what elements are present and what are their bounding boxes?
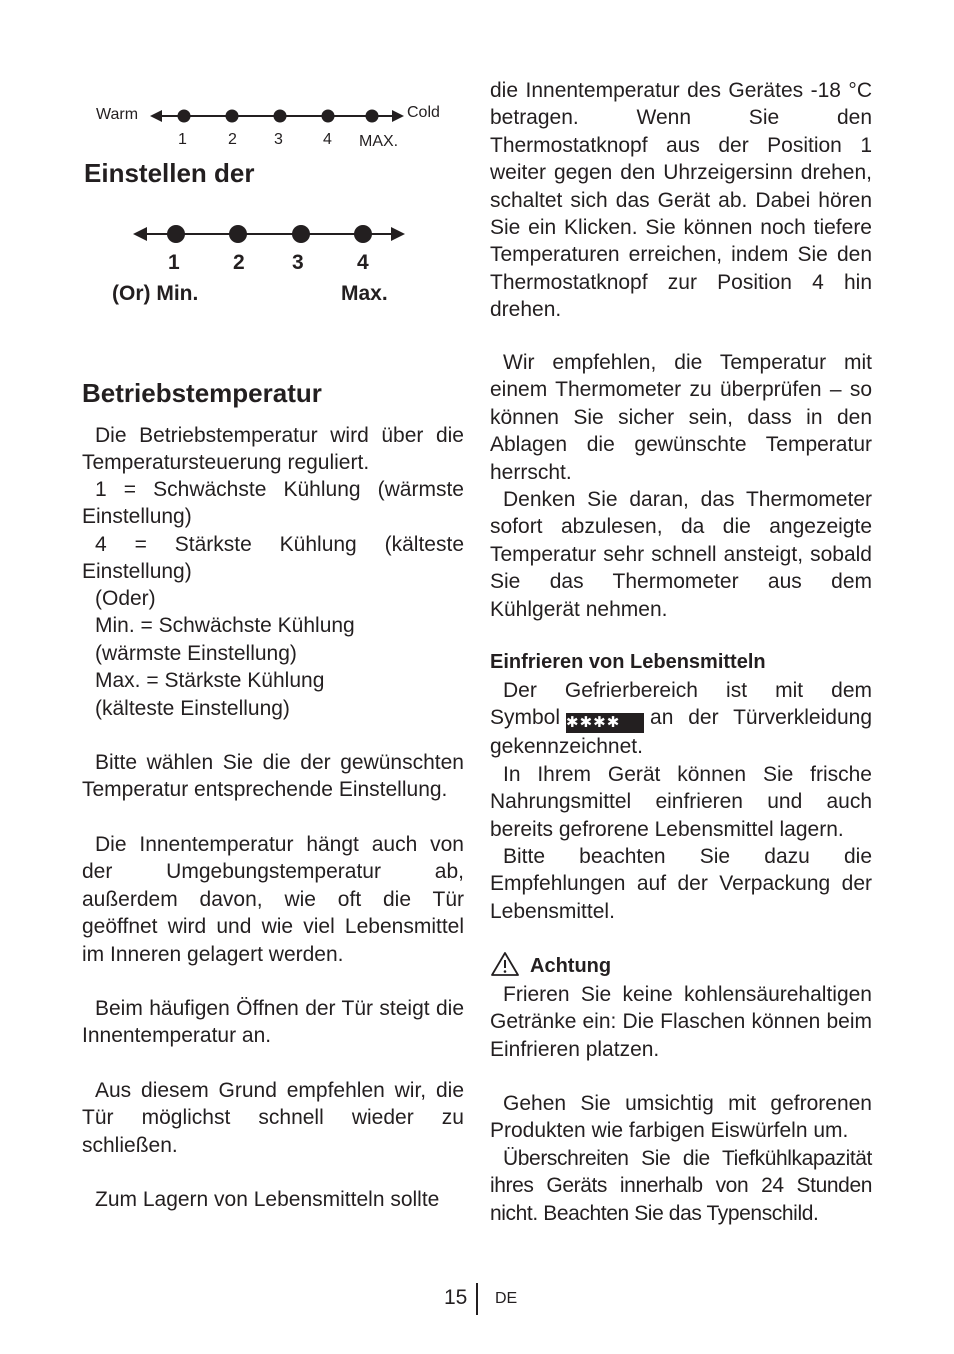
large-scale-line (133, 224, 405, 244)
small-scale-label-2: 2 (228, 131, 237, 148)
line-freezer-area: Der Gefrierbereich ist mit dem (503, 679, 872, 702)
line-min-note: (wärmste Einstellung) (95, 641, 297, 665)
line-max-note: (kälteste Einstellung) (95, 696, 290, 720)
paragraph-capacity: Überschreiten Sie die Tiefkühlkapazität ihres Geräts innerhalb von 24 Stunden nicht. Beachten Sie das Typenschild. (490, 1147, 872, 1225)
heading-einfrieren: Einfrieren von Lebensmitteln (490, 651, 766, 673)
paragraph-packaging: Bitte beachten Sie dazu die Empfehlungen auf der Verpackung der Lebensmittel. (490, 845, 872, 923)
small-scale-label-4: 4 (323, 131, 332, 148)
line-max: Max. = Stärkste Kühlung (95, 669, 325, 693)
heading-einstellen: Einstellen der (84, 158, 255, 188)
symbol-prefix: Symbol (490, 706, 561, 730)
paragraph-carbonated: Frieren Sie keine kohlensäurehaltigen Getränke ein: Die Flaschen können beim Einfrieren platzen. (490, 983, 872, 1061)
line-min: Min. = Schwächste Kühlung (95, 614, 355, 638)
paragraph-setting-1: 1 = Schwächste Kühlung (wärmste Einstellung) (82, 478, 464, 529)
large-scale-label-1: 1 (168, 251, 180, 274)
paragraph-freezer-symbol (490, 677, 872, 761)
large-scale-label-2: 2 (233, 251, 245, 274)
heading-achtung: Achtung (530, 955, 612, 977)
page-number: 15 (444, 1286, 468, 1309)
paragraph-inner-temperature: Die Innentemperatur hängt auch von der Umgebungstemperatur ab, außerdem davon, wie oft die Tür geöffnet wird und wie viel Lebensmittel im Inneren gelagert werden. (82, 833, 464, 966)
paragraph-choose-setting: Bitte wählen Sie die der gewünschten Temperatur entsprechende Einstellung. (82, 751, 464, 802)
line-oder: (Oder) (95, 587, 156, 610)
heading-betriebstemperatur: Betriebstemperatur (82, 378, 322, 408)
paragraph-ice-cubes: Gehen Sie umsichtig mit gefrorenen Produkten wie farbigen Eiswürfeln um. (490, 1092, 872, 1143)
warm-label: Warm (96, 106, 139, 123)
max-label: Max. (341, 282, 388, 305)
paragraph-read-thermometer: Denken Sie daran, das Thermometer sofort abzulesen, da die angezeigte Temperatur sehr schnell ansteigt, sobald Sie das Thermometer aus dem Kühlgerät nehmen. (490, 488, 872, 621)
symbol-suffix: an der Türverkleidung (650, 706, 872, 730)
paragraph-storage: Zum Lagern von Lebensmitteln sollte (95, 1188, 440, 1211)
line-marked: gekennzeichnet. (490, 735, 643, 759)
large-scale-label-4: 4 (357, 251, 369, 274)
paragraph-thermostat: die Innentemperatur des Gerätes -18 °C betragen. Wenn Sie den Thermostatknopf aus der Position 1 weiter gegen den Uhrzeigersinn drehen, schaltet sich das Gerät ab. Dabei hören Sie ein Klicken. Sie können noch tiefere Temperaturen erreichen, indem Sie den Thermostatknopf zur Position 4 hin drehen. (490, 79, 872, 322)
paragraph-min-max (95, 585, 464, 722)
footer-divider (476, 1283, 478, 1315)
small-scale-line (150, 107, 404, 125)
freezer-star-icon: ✱✱✱✱ (566, 713, 644, 733)
large-scale-label-3: 3 (292, 251, 304, 274)
min-label: (Or) Min. (112, 282, 199, 305)
paragraph-close-door: Aus diesem Grund empfehlen wir, die Tür möglichst schnell wieder zu schließen. (82, 1079, 464, 1157)
paragraph-freeze-fresh: In Ihrem Gerät können Sie frische Nahrungsmittel einfrieren und auch bereits gefrorene Lebensmittel lagern. (490, 763, 872, 841)
small-scale-label-max: MAX. (359, 133, 399, 150)
paragraph-setting-4: 4 = Stärkste Kühlung (kälteste Einstellung) (82, 533, 464, 584)
paragraph-regulation: Die Betriebstemperatur wird über die Temperatursteuerung reguliert. (82, 424, 464, 475)
line-symbol (490, 704, 872, 733)
paragraph-thermometer: Wir empfehlen, die Temperatur mit einem Thermometer zu überprüfen – so können Sie sicher sein, dass in den Ablagen die gewünschte Temperatur herrscht. (490, 351, 872, 484)
language-code: DE (495, 1290, 518, 1307)
paragraph-door-opening: Beim häufigen Öffnen der Tür steigt die Innentemperatur an. (82, 997, 464, 1048)
cold-label: Cold (407, 104, 440, 121)
small-scale-label-3: 3 (274, 131, 283, 148)
warning-icon (491, 951, 519, 976)
small-scale-label-1: 1 (178, 131, 187, 148)
